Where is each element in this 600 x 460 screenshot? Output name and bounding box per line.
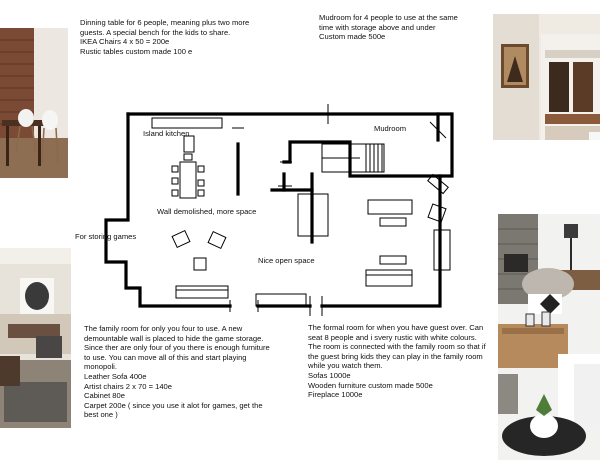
island-kitchen-label: Island kitchen bbox=[143, 129, 190, 138]
open-space-label: Nice open space bbox=[258, 256, 315, 265]
mudroom-label: Mudroom bbox=[374, 124, 407, 133]
wall-demolished-label: Wall demolished, more space bbox=[157, 207, 257, 216]
storing-games-label: For storing games bbox=[75, 232, 137, 241]
family-room-note: The family room for only you four to use. A new demountable wall is placed to hide the game storage. Since ther are only four of you there is enough furniture to use. You can move all of this and start playing monopoli. Leather Sofa 400e Artist chairs 2 x 70 = 140e Cabinet 80e Carpet 200e ( since you use it alot for games, get the best one ) bbox=[84, 324, 270, 420]
dining-note: Dinning table for 6 people, meaning plus two more guests. A special bench for the kids to share. IKEA Chairs 4 x 50 = 200e Rustic tables custom made 100 e bbox=[80, 18, 250, 56]
mudroom-note: Mudroom for 4 people to use at the same time with storage above and under Custom made 500e bbox=[319, 13, 458, 42]
formal-room-note: The formal room for when you have guest over. Can seat 8 people and i svery rustic with white colours. The room is connected with the family room so that if the guest bring kids they can play in the family room while you watch them. Sofas 1000e Wooden furniture custom made 500e Fireplace 1000e bbox=[308, 323, 486, 400]
